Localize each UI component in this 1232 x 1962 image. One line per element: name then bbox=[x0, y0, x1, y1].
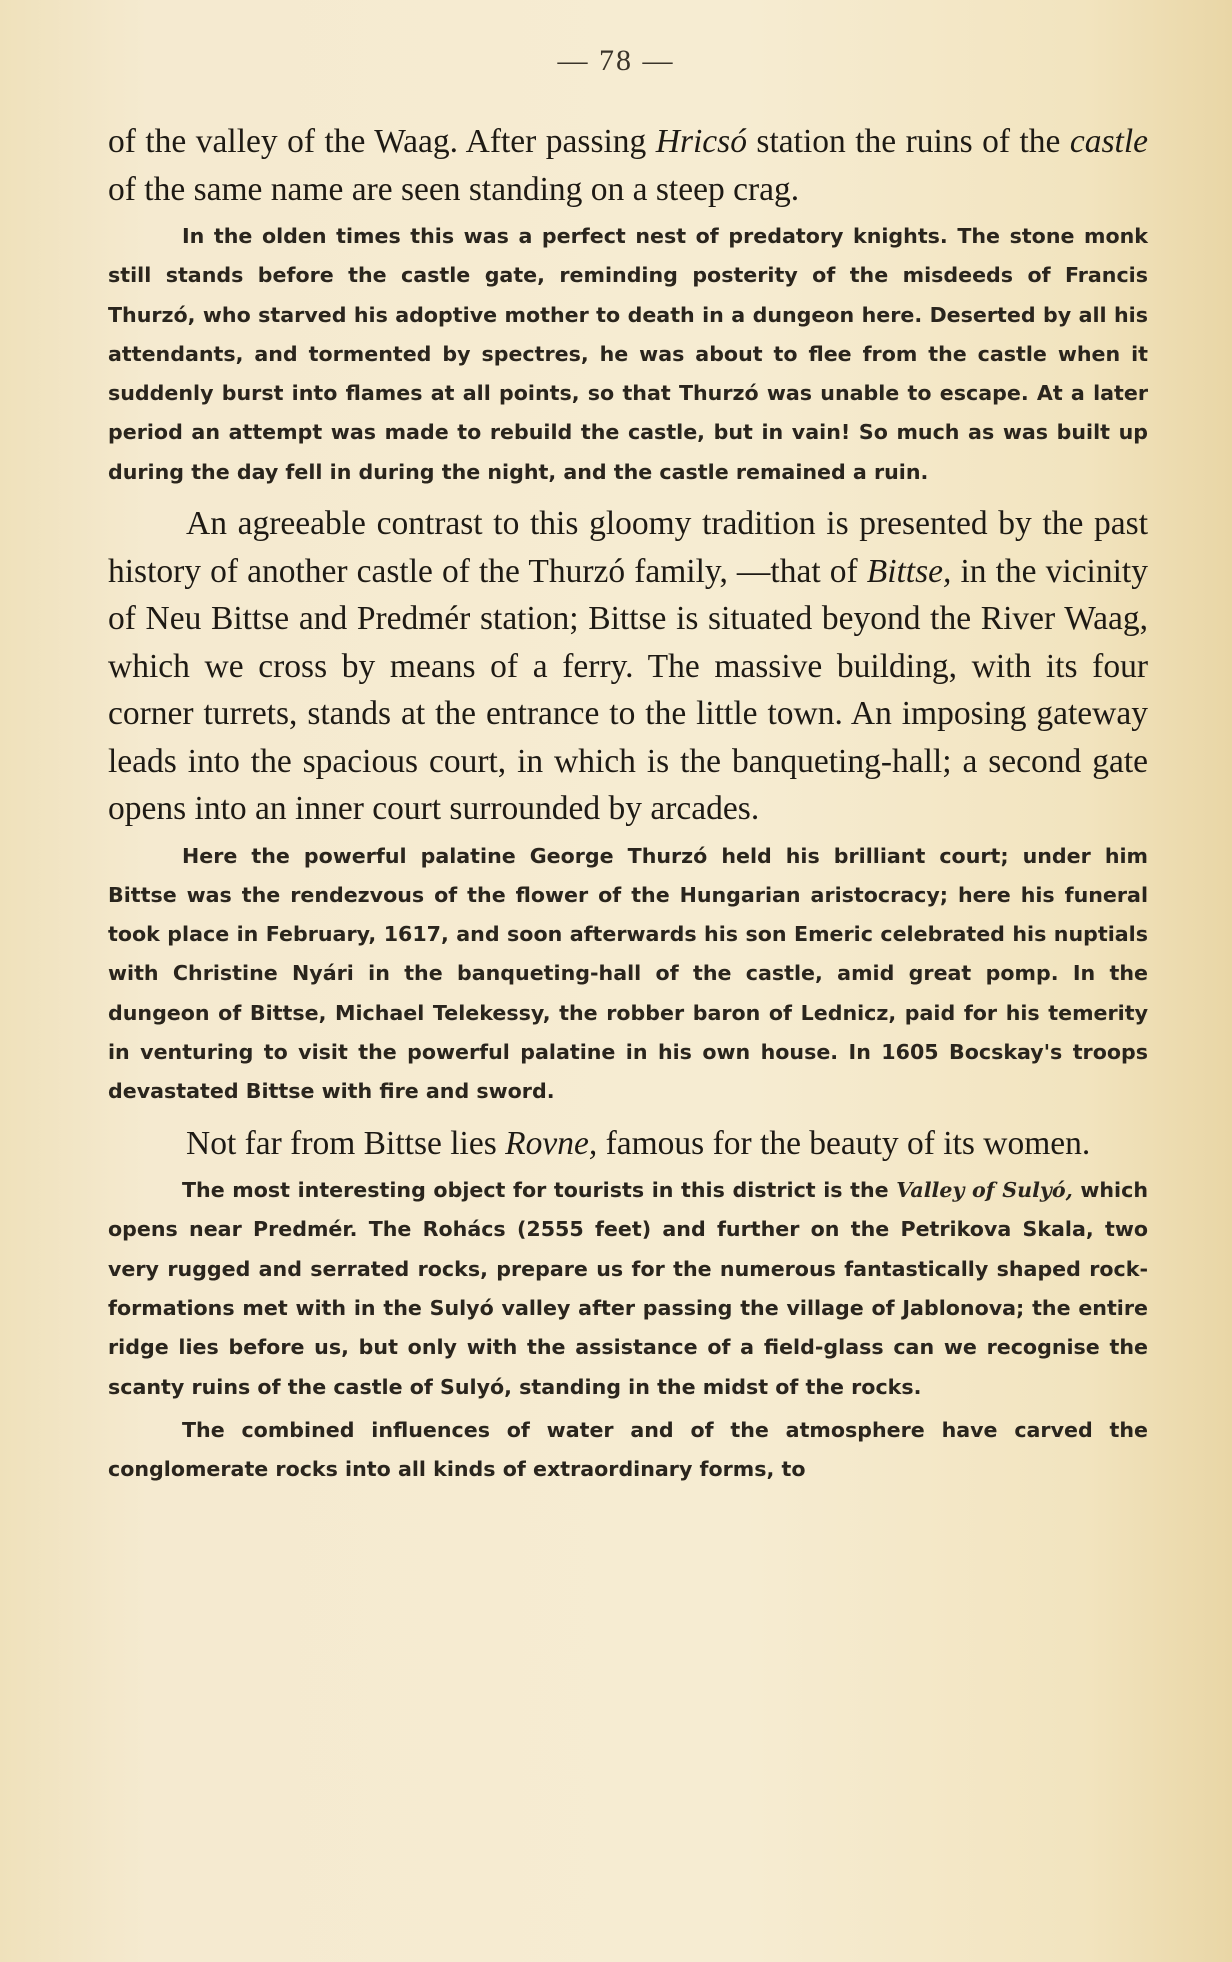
paragraph-rovne bbox=[108, 1120, 1148, 1168]
text-run: The most interesting object for tourists in this district is the bbox=[182, 1178, 897, 1203]
text-run: of the same name are seen standing on a steep crag. bbox=[108, 170, 800, 208]
body-text bbox=[108, 118, 1148, 1490]
paragraph-agreeable-contrast bbox=[108, 500, 1148, 833]
paragraph-valley-of-waag bbox=[108, 118, 1148, 213]
paragraph-palatine-thurzo: Here the powerful palatine George Thurzó held his brilliant court; under him Bittse was the rendezvous of the flower of the Hungarian aristocracy; here his funeral took place in February, 1617, and soon afterwards his son Emeric celebrated his nuptials with Christine Nyári in the banqueting-hall of the castle, amid great pomp. In the dungeon of Bittse, Michael Telekessy, the robber baron of Lednicz, paid for his temerity in venturing to visit the powerful palatine in his own house. In 1605 Bocskay's troops devastated Bittse with fire and sword. bbox=[108, 843, 1148, 1104]
place-name-hricso: Hricsó bbox=[655, 123, 747, 160]
paragraph-valley-of-sulyo bbox=[108, 1171, 1148, 1407]
text-run: famous for the beauty of its women. bbox=[597, 1124, 1091, 1162]
paragraph-olden-times: In the olden times this was a perfect nest of predatory knights. The stone monk still stands before the castle gate, reminding posterity of the misdeeds of Francis Thurzó, who starved his adoptive mother to death in a dungeon here. Deserted by all his attendants, and tormented by spectres, he was about to flee from the castle when it suddenly burst into flames at all points, so that Thurzó was unable to escape. At a later period an attempt was made to rebuild the castle, but in vain! So much as was built up during the day fell in during the night, and the castle remained a ruin. bbox=[108, 224, 1148, 484]
text-run: of the valley of the Waag. After passing bbox=[108, 123, 656, 160]
text-run: in the vicinity of Neu Bittse and Predmér station; Bittse is situated beyond the River Waag, which we cross by means of a ferry. The massive building, with its four corner turrets, stands at the entrance to the little town. An imposing gateway leads into the spacious court, in which is the banqueting-hall; a second gate opens into an inner court surrounded by arcades. bbox=[108, 552, 1148, 828]
text-run: Not far from Bittse lies bbox=[186, 1124, 506, 1162]
paragraph-combined-influences: The combined influences of water and of the atmosphere have carved the conglomerate rocks into all kinds of extraordinary forms, to bbox=[108, 1417, 1148, 1482]
text-run: which opens near Predmér. The Rohács (2555 feet) and further on the Petrikova Skala, two very rugged and serrated rocks, prepare us for the numerous fantastically shaped rock-formations met with in the Sulyó valley after passing the village of Jablonova; the entire ridge lies before us, but only with the assistance of a field-glass can we recognise the scanty ruins of the castle of Sulyó, standing in the midst of the rocks. bbox=[108, 1178, 1148, 1399]
text-run: An agreeable contrast to this gloomy tradition is presented by the past history of another castle of the Thurzó family, —that of bbox=[108, 505, 1148, 590]
page-number: — 78 — bbox=[557, 44, 675, 77]
castle-word: castle bbox=[1069, 123, 1148, 160]
place-name-valley-of-sulyo: Valley of Sulyó, bbox=[896, 1178, 1073, 1203]
text-run: station the ruins of the bbox=[746, 123, 1070, 160]
place-name-rovne: Rovne, bbox=[505, 1124, 598, 1162]
place-name-bittse: Bittse, bbox=[866, 552, 952, 590]
